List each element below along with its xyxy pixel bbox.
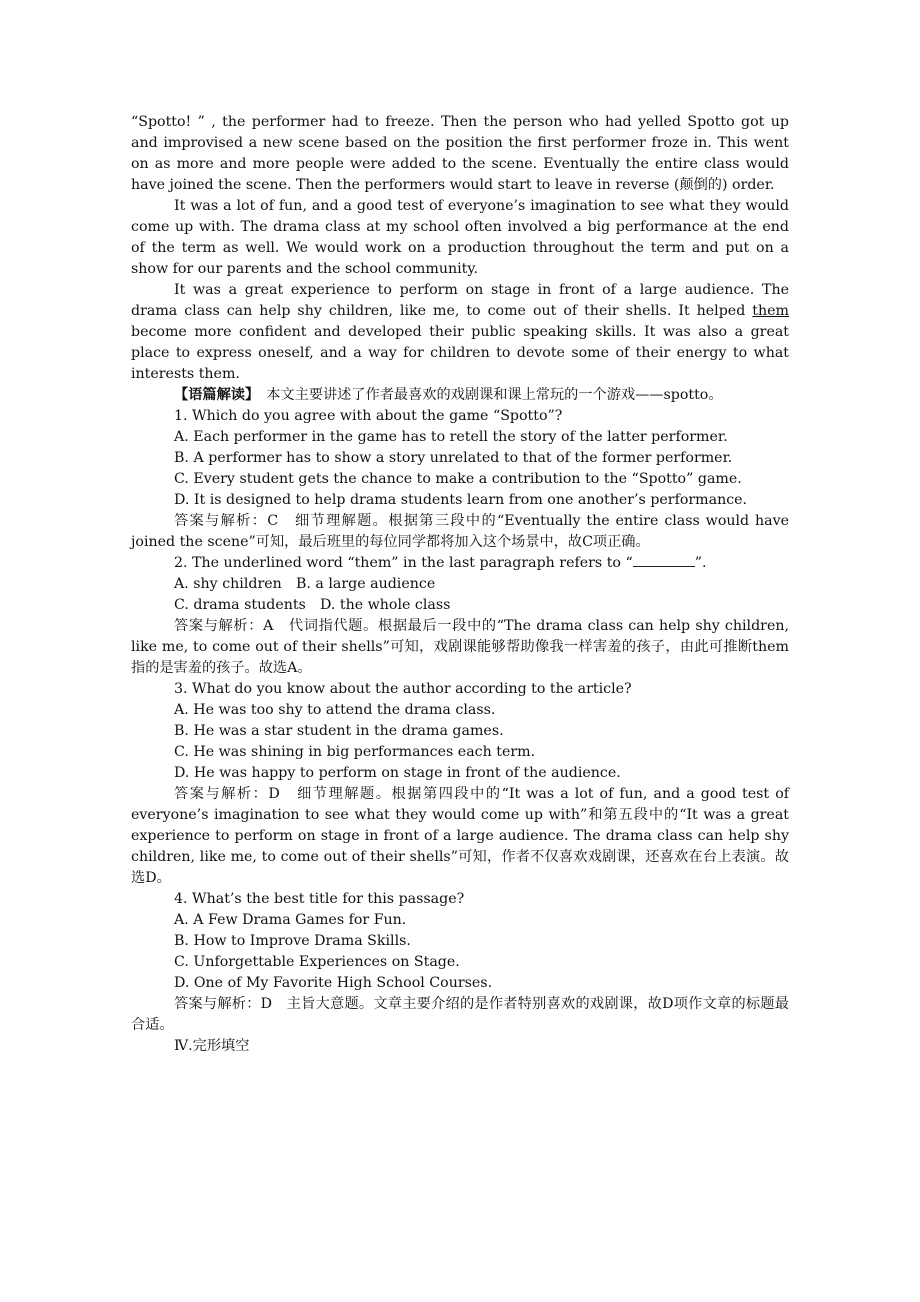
question-3-option-c: C. He was shining in big performances each term.	[174, 744, 536, 760]
question-1-option-d: D. It is designed to help drama students learn from one another’s performance.	[174, 492, 748, 508]
passage-p3-after: become more confident and developed their public speaking skills. It was also a great place to express oneself, and a way for children to devote some of their energy to what interests them.	[131, 324, 789, 382]
question-2-options-ab: A. shy children B. a large audience	[174, 576, 436, 592]
underlined-word-them: them	[752, 303, 789, 319]
question-1-stem: 1. Which do you agree with about the game “Spotto”?	[174, 408, 563, 424]
question-3-option-b: B. He was a star student in the drama games.	[174, 723, 504, 739]
question-1-answer: 答案与解析：C 细节理解题。根据第三段中的“Eventually the entire class would have joined the scene”可知，最后班里的每位同学都将加入这个场景中，故C项正确。	[131, 513, 789, 550]
passage-paragraph-3	[131, 280, 789, 385]
analysis-label: 【语篇解读】	[174, 387, 253, 403]
question-3-option-a: A. He was too shy to attend the drama class.	[174, 702, 496, 718]
passage-paragraph-1: “Spotto! ” , the performer had to freeze. Then the person who had yelled Spotto got up and improvised a new scene based on the position the first performer froze in. This went on as more and more people were added to the scene. Eventually the entire class would have joined the scene. Then the performers would start to leave in reverse (颠倒的) order.	[131, 114, 789, 193]
question-2-stem	[131, 553, 789, 574]
question-2-stem-before: 2. The underlined word “them” in the last paragraph refers to “	[174, 555, 633, 571]
question-4-stem: 4. What’s the best title for this passage?	[174, 891, 465, 907]
question-2-answer: 答案与解析：A 代词指代题。根据最后一段中的“The drama class can help shy children, like me, to come out of their shells”可知，戏剧课能够帮助像我一样害羞的孩子，由此可推断them指的是害羞的孩子。故选A。	[131, 618, 789, 676]
question-4-option-b: B. How to Improve Drama Skills.	[174, 933, 411, 949]
question-4-option-a: A. A Few Drama Games for Fun.	[174, 912, 407, 928]
question-1-option-a: A. Each performer in the game has to retell the story of the latter performer.	[174, 429, 728, 445]
answer-blank	[633, 554, 695, 567]
question-3-stem: 3. What do you know about the author according to the article?	[174, 681, 632, 697]
question-4-option-d: D. One of My Favorite High School Courses.	[174, 975, 493, 991]
passage-p3-before: It was a great experience to perform on stage in front of a large audience. The drama class can help shy children, like me, to come out of their shells. It helped	[131, 282, 789, 319]
question-1-option-c: C. Every student gets the chance to make a contribution to the “Spotto” game.	[174, 471, 742, 487]
question-1-option-b: B. A performer has to show a story unrelated to that of the former performer.	[174, 450, 733, 466]
question-4-option-c: C. Unforgettable Experiences on Stage.	[174, 954, 460, 970]
section-heading-cloze: Ⅳ.完形填空	[174, 1038, 250, 1054]
passage-analysis	[131, 385, 789, 406]
analysis-text: 本文主要讲述了作者最喜欢的戏剧课和课上常玩的一个游戏——spotto。	[252, 387, 723, 403]
question-3-answer: 答案与解析：D 细节理解题。根据第四段中的“It was a lot of fun, and a good test of everyone’s imagination to see what they would come up with”和第五段中的“It was a great experience to perform on stage in front of a large audience. The drama class can help shy children, like me, to come out of their shells”可知，作者不仅喜欢戏剧课，还喜欢在台上表演。故选D。	[131, 786, 789, 886]
document-page	[131, 112, 789, 1057]
question-2-options-cd: C. drama students D. the whole class	[174, 597, 451, 613]
passage-paragraph-2: It was a lot of fun, and a good test of everyone’s imagination to see what they would come up with. The drama class at my school often involved a big performance at the end of the term as well. We would work on a production throughout the term and put on a show for our parents and the school community.	[131, 198, 789, 277]
question-3-option-d: D. He was happy to perform on stage in front of the audience.	[174, 765, 621, 781]
question-2-stem-after: ”.	[694, 555, 707, 571]
question-4-answer: 答案与解析：D 主旨大意题。文章主要介绍的是作者特别喜欢的戏剧课，故D项作文章的标题最合适。	[131, 996, 789, 1033]
